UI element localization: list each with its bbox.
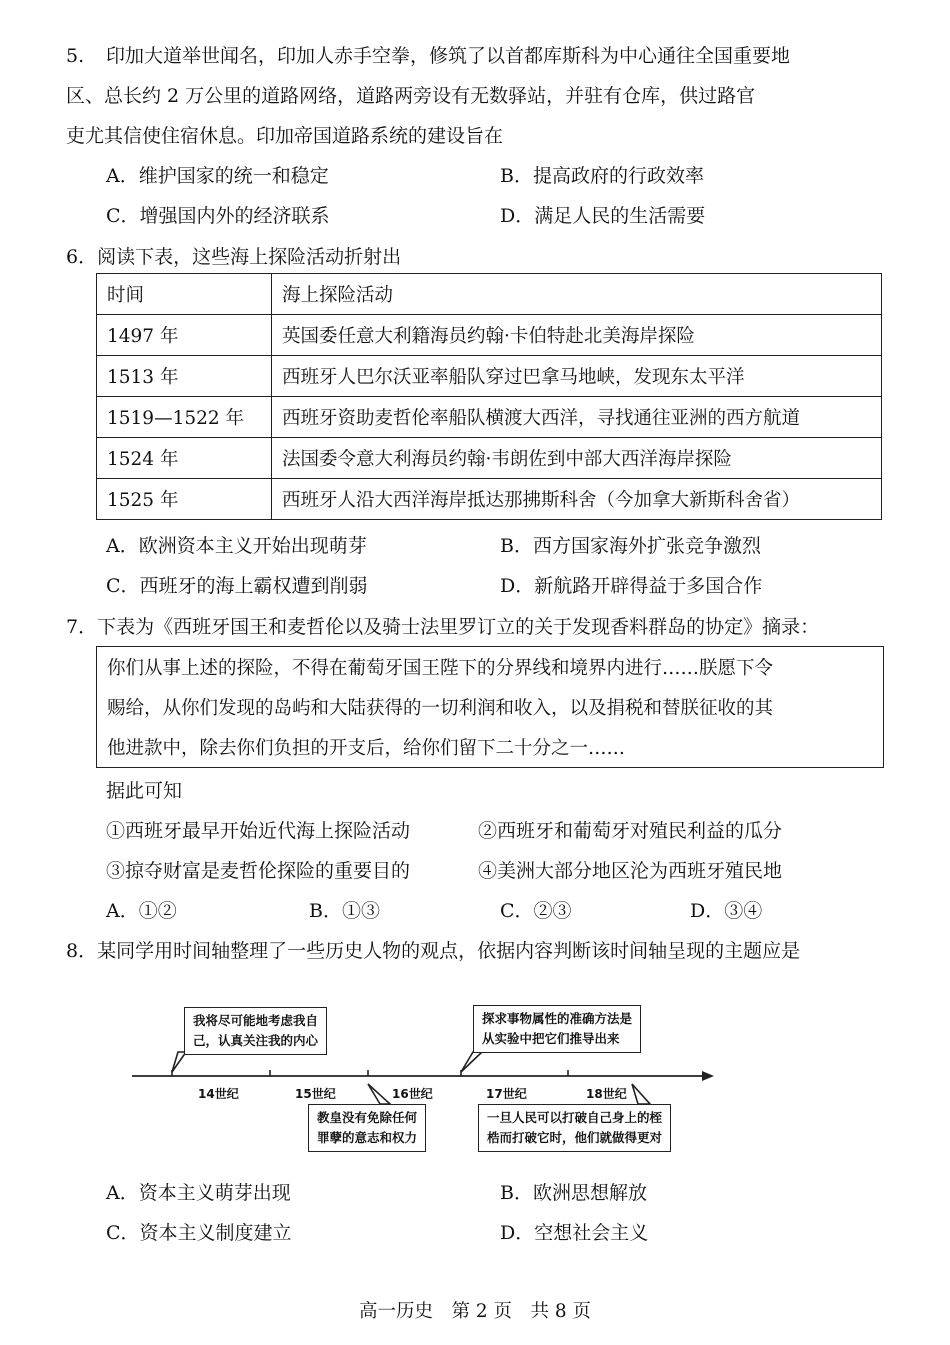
table-cell-time: 1524 年 bbox=[97, 438, 272, 479]
q7-quote-line: 赐给，从你们发现的岛屿和大陆获得的一切利润和收入，以及捐税和替朕征收的其 bbox=[107, 698, 774, 719]
table-cell-time: 1513 年 bbox=[97, 356, 272, 397]
q6-option-d: D．新航路开辟得益于多国合作 bbox=[500, 575, 763, 597]
timeline-century-16: 16世纪 bbox=[392, 1087, 433, 1101]
q7-option-b: B．①③ bbox=[309, 900, 380, 922]
callout-line: 己，认真关注我的内心 bbox=[193, 1033, 319, 1048]
timeline-callout-bottom-left bbox=[308, 1104, 426, 1152]
table-cell-activity: 法国委令意大利海员约翰·韦朗佐到中部大西洋海岸探险 bbox=[272, 438, 882, 479]
q8-option-d: D．空想社会主义 bbox=[500, 1222, 649, 1244]
q7-quote-box bbox=[96, 646, 884, 768]
timeline-callout-top-right bbox=[473, 1005, 641, 1053]
q7-option-c: C．②③ bbox=[500, 900, 572, 922]
table-cell-activity: 西班牙人巴尔沃亚率船队穿过巴拿马地峡，发现东太平洋 bbox=[272, 356, 882, 397]
callout-line: 一旦人民可以打破自己身上的桎 bbox=[487, 1110, 663, 1125]
callout-line: 梏而打破它时，他们就做得更对 bbox=[487, 1130, 663, 1145]
q5-number: 5. bbox=[66, 45, 85, 67]
q6-option-b: B．西方国家海外扩张竞争激烈 bbox=[500, 535, 761, 557]
q7-quote-line: 他进款中，除去你们负担的开支后，给你们留下二十分之一…… bbox=[107, 738, 626, 759]
q7-statement-4: ④美洲大部分地区沦为西班牙殖民地 bbox=[478, 860, 783, 882]
q6-exploration-table bbox=[96, 273, 882, 520]
q7-option-d: D．③④ bbox=[690, 900, 763, 922]
q7-quote-line: 你们从事上述的探险，不得在葡萄牙国王陛下的分界线和境界内进行……朕愿下令 bbox=[107, 658, 774, 679]
table-header-row bbox=[97, 274, 882, 315]
q5-option-a: A．维护国家的统一和稳定 bbox=[106, 165, 329, 187]
q7-statement-1: ①西班牙最早开始近代海上探险活动 bbox=[106, 820, 411, 842]
q5-option-d: D．满足人民的生活需要 bbox=[500, 205, 706, 227]
q5-option-c: C．增强国内外的经济联系 bbox=[106, 205, 330, 227]
page-footer: 高一历史 第 2 页 共 8 页 bbox=[358, 1301, 592, 1322]
q8-option-b: B．欧洲思想解放 bbox=[500, 1182, 647, 1204]
callout-line: 罪孽的意志和权力 bbox=[317, 1130, 418, 1145]
q6-option-a: A．欧洲资本主义开始出现萌芽 bbox=[106, 535, 367, 557]
q8-stem: 8．某同学用时间轴整理了一些历史人物的观点，依据内容判断该时间轴呈现的主题应是 bbox=[66, 940, 801, 962]
table-cell-time: 1525 年 bbox=[97, 479, 272, 520]
callout-line: 教皇没有免除任何 bbox=[317, 1110, 418, 1125]
q7-stem: 7．下表为《西班牙国王和麦哲伦以及骑士法里罗订立的关于发现香料群岛的协定》摘录： bbox=[66, 616, 820, 638]
q6-stem: 6．阅读下表，这些海上探险活动折射出 bbox=[66, 246, 402, 268]
q8-option-c: C．资本主义制度建立 bbox=[106, 1222, 292, 1244]
q7-statement-3: ③掠夺财富是麦哲伦探险的重要目的 bbox=[106, 860, 411, 882]
timeline-century-14: 14世纪 bbox=[198, 1087, 239, 1101]
timeline-century-17: 17世纪 bbox=[486, 1087, 527, 1101]
q7-lead: 据此可知 bbox=[106, 780, 183, 802]
table-header-time: 时间 bbox=[97, 274, 272, 315]
callout-line: 我将尽可能地考虑我自 bbox=[193, 1013, 319, 1028]
table-cell-activity: 英国委任意大利籍海员约翰·卡伯特赴北美海岸探险 bbox=[272, 315, 882, 356]
timeline-callout-bottom-right bbox=[478, 1104, 671, 1152]
table-row bbox=[97, 356, 882, 397]
timeline-callout-top-left bbox=[184, 1007, 327, 1055]
table-cell-time: 1519—1522 年 bbox=[97, 397, 272, 438]
q5-option-b: B．提高政府的行政效率 bbox=[500, 165, 704, 187]
q5-stem-line-3: 吏尤其信使住宿休息。印加帝国道路系统的建设旨在 bbox=[66, 125, 504, 147]
q7-statement-2: ②西班牙和葡萄牙对殖民利益的瓜分 bbox=[478, 820, 783, 842]
timeline-century-18: 18世纪 bbox=[586, 1087, 627, 1101]
q7-option-a: A．①② bbox=[106, 900, 177, 922]
table-row bbox=[97, 315, 882, 356]
table-row bbox=[97, 438, 882, 479]
timeline-century-15: 15世纪 bbox=[295, 1087, 336, 1101]
callout-line: 从实验中把它们推导出来 bbox=[482, 1031, 620, 1046]
table-row bbox=[97, 479, 882, 520]
table-cell-activity: 西班牙资助麦哲伦率船队横渡大西洋，寻找通往亚洲的西方航道 bbox=[272, 397, 882, 438]
q8-option-a: A．资本主义萌芽出现 bbox=[106, 1182, 291, 1204]
callout-line: 探求事物属性的准确方法是 bbox=[482, 1011, 633, 1026]
table-cell-time: 1497 年 bbox=[97, 315, 272, 356]
table-cell-activity: 西班牙人沿大西洋海岸抵达那拂斯科舍（今加拿大新斯科舍省） bbox=[272, 479, 882, 520]
table-header-activity: 海上探险活动 bbox=[272, 274, 882, 315]
table-row bbox=[97, 397, 882, 438]
q5-stem-line-1: 印加大道举世闻名，印加人赤手空拳，修筑了以首都库斯科为中心通往全国重要地 bbox=[106, 45, 791, 67]
q5-stem-line-2: 区、总长约 2 万公里的道路网络，道路两旁设有无数驿站，并驻有仓库，供过路官 bbox=[66, 85, 756, 107]
q8-timeline bbox=[128, 1000, 718, 1165]
q6-option-c: C．西班牙的海上霸权遭到削弱 bbox=[106, 575, 368, 597]
